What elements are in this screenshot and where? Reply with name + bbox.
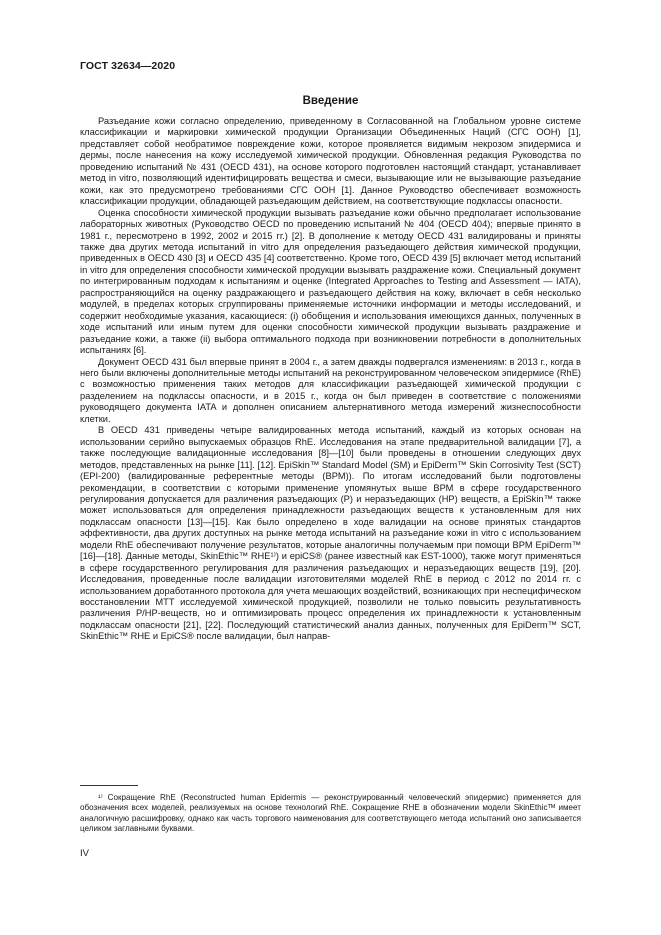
paragraph: Оценка способности химической продукции вызывать разъедание кожи обычно предполагает использование лабораторных животных (Руководство OECD по проведению испытаний № 404 (OECD 404); впервые принято в 1981 г., пересмотрено в 1992, 2002 и 2015 гг.) [2]. В дополнение к методу OECD 431 валидированы и приняты также два других метода испытаний in vitro для определения разъедающего действия химической продукции, приведенных в OECD 430 [3] и OECD 435 [4] соответственно. Кроме того, OECD 439 [5] включает метод испытаний in vitro для определения способности химической продукции вызывать раздражение кожи. Специальный документ по интегрированным подходам к испытаниям и оценке (Integrated Approaches to Testing and Assessment — IATA), распространяющийся на оценку раздражающего и разъедающего действия на кожу, включает в себя несколько модулей, в пределах которых сгруппированы применяемые источники информации и методы исследований, и содержит необходимые указания, касающиеся: (i) обобщения и использования имеющихся данных, полученных в ходе испытаний или иным путем для оценки способности химической продукции вызывать раздражение и разъедание кожи, а также (ii) выбора оптимального подхода при возникновении потребности в дополнительных испытаниях [6]. [80, 207, 581, 356]
body-text [80, 116, 581, 643]
footnote [80, 793, 581, 834]
document-header: ГОСТ 32634—2020 [80, 60, 176, 72]
paragraph: В OECD 431 приведены четыре валидированных метода испытаний, каждый из которых основан на использовании серийно выпускаемых образцов RhE. Исследования на этапе предварительной валидации [7], а также последующие валидационные исследования [8]—[10] были проведены в отношении следующих двух методов, представленных на рынке [11]. [12]. EpiSkin™ Standard Model (SM) и EpiDerm™ Skin Corrosivity Test (SCT) (EPI-200) (валидированные референтные методы (ВРМ)). По итогам исследований были подготовлены рекомендации, в соответствии с которыми применение упомянутых выше ВРМ в сфере государственного регулирования допускается для различения разъедающих (Р) и неразъедающих (НР) веществ, а EpiSkin™ также может использоваться для определения принадлежности разъедающих веществ к установленным для них подклассам опасности [13]—[15]. Как было определено в ходе валидации на основе принятых стандартов эффективности, два других доступных на рынке метода испытаний на разъедание кожи in vitro с использованием модели RhE обеспечивают получение результатов, которые аналогичны получаемым при помощи ВРМ EpiDerm™ [16]—[18]. Данные методы, SkinEthic™ RHE¹⁾) и epiCS® (ранее известный как EST-1000), также могут применяться в сфере государственного регулирования для различения разъедающих и неразъедающих веществ [19], [20]. Исследования, проведенные после валидации изготовителями моделей RhE в период с 2012 по 2014 гг. с использованием доработанного протокола для учета мешающих воздействий, возникающих при неспецифическом восстановлении МТТ исследуемой химической продукцией, позволили не только повысить результативность различения Р/НР-веществ, но и оптимизировать процесс определения их принадлежности к установленным подклассам опасности [21], [22]. Последующий статистический анализ данных, полученных для EpiDerm™ SCT, SkinEthic™ RHE и EpiCS® после валидации, был направ- [80, 425, 581, 642]
page-number: IV [80, 848, 89, 859]
paragraph: Документ OECD 431 был впервые принят в 2004 г., а затем дважды подвергался изменениям: в 2013 г., когда в него были включены дополнительные методы испытаний на реконструированном человеческом эпидермисе (RhE) с возможностью применения таких методов для классификации разъедающей химической продукции с разделением на подклассы опасности, и в 2015 г., когда он был приведен в соответствие с положениями руководящего документа IATA и дополнен описанием альтернативного метода измерений жизнеспособности клетки. [80, 356, 581, 424]
paragraph: Разъедание кожи согласно определению, приведенному в Согласованной на Глобальном уровне системе классификации и маркировки химической продукции Организации Объединенных Наций (СГС ООН) [1], представляет собой необратимое повреждение кожи, которое проявляется видимым некрозом эпидермиса и дермы, после нанесения на кожу исследуемой химической продукции. Обновленная редакция Руководства по проведению испытаний № 431 (OECD 431), на основе которого подготовлен настоящий стандарт, устанавливает метод in vitro, позволяющий идентифицировать вещества и смеси, вызывающие или не вызывающие разъедание кожи, как это предусмотрено требованиями СГС ООН [1]. Данное Руководство обеспечивает возможность классификации продукции, обладающей разъедающим действием, на соответствующие подклассы опасности. [80, 116, 581, 207]
footnote-text: ¹⁾ Сокращение RhE (Reconstructed human Epidermis — реконструированный человеческий эпидермис) применяется для обозначения всех моделей, реализуемых на основе технологий RhE. Сокращение RHE в обозначении модели SkinEthicᵀᴹ имеет аналогичную расшифровку, однако как часть торгового наименования для соответствующего метода испытаний оно записывается целиком заглавными буквами. [80, 793, 581, 833]
section-title: Введение [302, 95, 359, 107]
footnote-divider [80, 785, 138, 786]
